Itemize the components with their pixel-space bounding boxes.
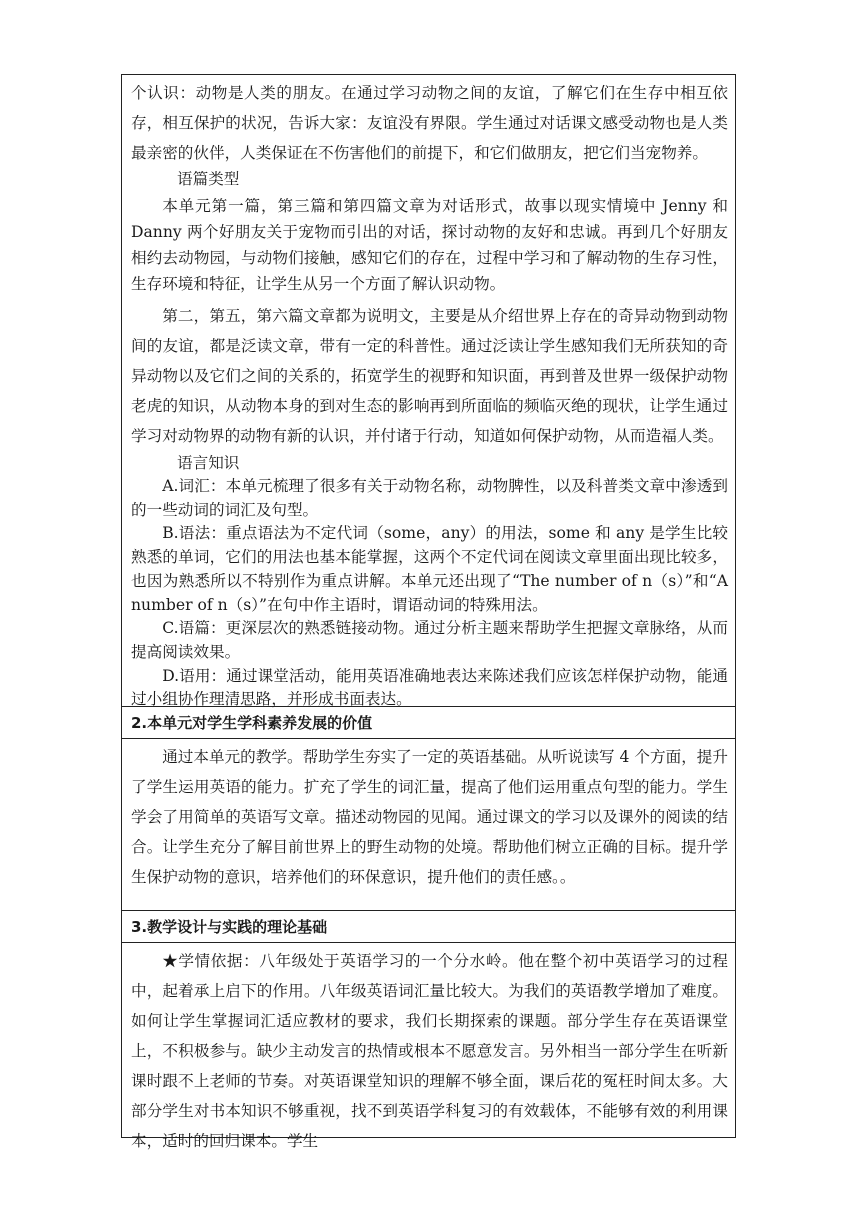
- paragraph-dialogue-texts: 本单元第一篇，第三篇和第四篇文章为对话形式，故事以现实情境中 Jenny 和 Danny 两个好朋友关于宠物而引出的对话，探讨动物的友好和忠诚。再到几个好朋友相约去动物园，与动物们接触，感知它们的存在，过程中学习和了解动物的生存习性，生存环境和特征，让学生从另一个方面了解认识动物。: [131, 197, 728, 293]
- paragraph-intro: 个认识：动物是人类的朋友。在通过学习动物之间的友谊，了解它们在生存中相互依存，相互保护的状况，告诉大家：友谊没有界限。学生通过对话课文感受动物也是人类最亲密的伙伴，人类保证在不伤害他们的前提下，和它们做朋友，把它们当宠物养。: [131, 84, 728, 162]
- unit-analysis-cell: [122, 75, 735, 707]
- section-heading-2: 2.本单元对学生学科素养发展的价值: [131, 714, 373, 732]
- paragraph-expository-texts: 第二，第五，第六篇文章都为说明文，主要是从介绍世界上存在的奇异动物到动物间的友谊，都是泛读文章，带有一定的科普性。通过泛读让学生感知我们无所获知的奇异动物以及它们之间的关系的，拓宽学生的视野和知识面，再到普及世界一级保护动物老虎的知识，从动物本身的到对生态的影响再到所面临的频临灭绝的现状，让学生通过学习对动物界的动物有新的认识，并付诸于行动，知道如何保护动物，从而造福人类。: [131, 307, 728, 445]
- document-table: [121, 74, 736, 1150]
- paragraph-vocabulary: A.词汇：本单元梳理了很多有关于动物名称，动物脾性，以及科普类文章中渗透到的一些动词的词汇及句型。: [131, 477, 728, 519]
- paragraph-grammar: B.语法：重点语法为不定代词（some，any）的用法，some 和 any 是学生比较熟悉的单词，它们的用法也基本能掌握，这两个不定代词在阅读文章里面出现比较多，也因为熟悉所以不特别作为重点讲解。本单元还出现了“The number of n（s）”和“A number of n（s）”在句中作主语时，谓语动词的特殊用法。: [131, 524, 728, 614]
- section-heading-3: 3.教学设计与实践的理论基础: [131, 918, 328, 936]
- paragraph-literacy-value: 通过本单元的教学。帮助学生夯实了一定的英语基础。从听说读写 4 个方面，提升了学生运用英语的能力。扩充了学生的词汇量，提高了他们运用重点句型的能力。学生学会了用简单的英语写文章。描述动物园的见闻。通过课文的学习以及课外的阅读的结合。让学生充分了解目前世界上的野生动物的处境。帮助他们树立正确的目标。提升学生保护动物的意识，培养他们的环保意识，提升他们的责任感。。: [131, 748, 728, 886]
- paragraph-pragmatics: D.语用：通过课堂活动，能用英语准确地表达来陈述我们应该怎样保护动物，能通过小组协作理清思路，并形成书面表达。: [131, 666, 728, 709]
- paragraph-student-basis: ★学情依据：八年级处于英语学习的一个分水岭。他在整个初中英语学习的过程中，起着承上启下的作用。八年级英语词汇量比较大。为我们的英语教学增加了难度。如何让学生掌握词汇适应教材的要求，我们长期探索的课题。部分学生存在英语课堂上，不积极参与。缺少主动发言的热情或根本不愿意发言。另外相当一部分学生在听新课时跟不上老师的节奏。对英语课堂知识的理解不够全面，课后花的冤枉时间太多。大部分学生对书本知识不够重视，找不到英语学科复习的有效载体，不能够有效的利用课本，适时的回归课本。学生: [131, 952, 728, 1150]
- label-discourse-type: 语篇类型: [177, 170, 240, 188]
- heading-cell-2: [122, 707, 735, 739]
- label-language-knowledge: 语言知识: [177, 454, 240, 472]
- literacy-value-cell: [122, 739, 735, 911]
- heading-cell-3: [122, 911, 735, 943]
- paragraph-discourse: C.语篇：更深层次的熟悉链接动物。通过分析主题来帮助学生把握文章脉络，从而提高阅读效果。: [131, 619, 728, 661]
- theory-basis-cell: [122, 943, 735, 1150]
